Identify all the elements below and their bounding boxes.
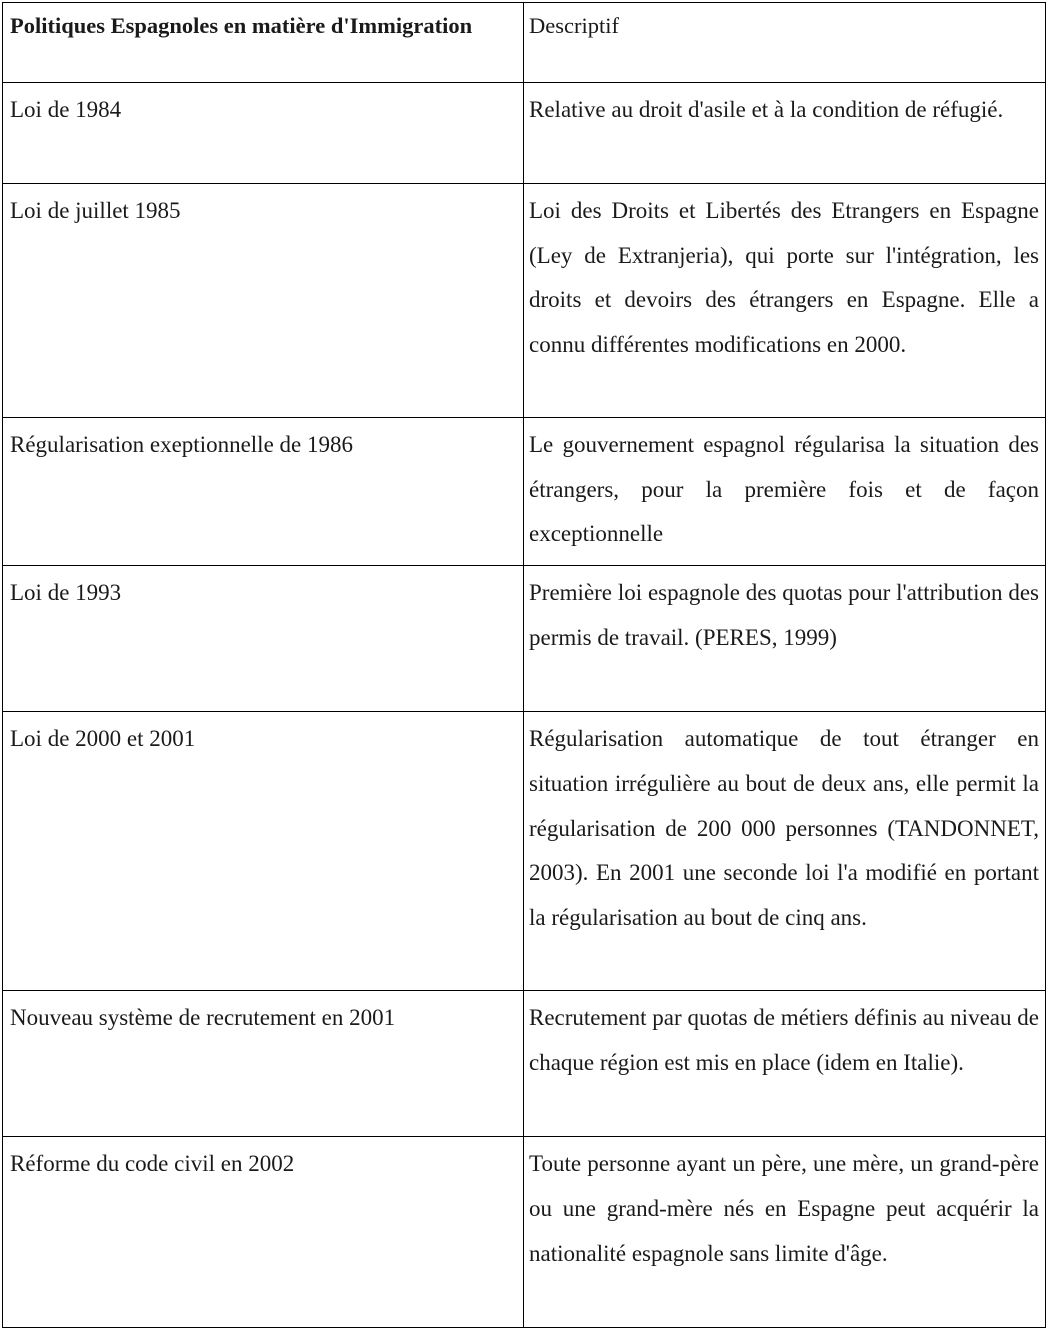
policy-cell: Loi de juillet 1985: [3, 184, 524, 418]
policy-cell: Régularisation exeptionnelle de 1986: [3, 418, 524, 566]
immigration-policies-table: [2, 2, 1046, 1328]
table-row: [3, 184, 1046, 418]
description-cell: Régularisation automatique de tout étranger en situation irrégulière au bout de deux ans, elle permit la régularisation de 200 000 personnes (TANDONNET, 2003). En 2001 une seconde loi l'a modifié en portant la régularisation au bout de cinq ans.: [524, 712, 1046, 991]
table-row: [3, 83, 1046, 184]
policy-cell: Loi de 1993: [3, 566, 524, 712]
description-cell: Le gouvernement espagnol régularisa la situation des étrangers, pour la première fois et de façon exceptionnelle: [524, 418, 1046, 566]
header-description: Descriptif: [524, 3, 1046, 83]
table-row: [3, 418, 1046, 566]
policy-cell: Réforme du code civil en 2002: [3, 1137, 524, 1328]
policy-cell: Nouveau système de recrutement en 2001: [3, 991, 524, 1137]
table-row: [3, 991, 1046, 1137]
description-cell: Loi des Droits et Libertés des Etrangers en Espagne (Ley de Extranjeria), qui porte sur l'intégration, les droits et devoirs des étrangers en Espagne. Elle a connu différentes modifications en 2000.: [524, 184, 1046, 418]
description-cell: Recrutement par quotas de métiers définis au niveau de chaque région est mis en place (idem en Italie).: [524, 991, 1046, 1137]
table-row: [3, 1137, 1046, 1328]
table-row: [3, 712, 1046, 991]
table-header-row: [3, 3, 1046, 83]
description-cell: Relative au droit d'asile et à la condition de réfugié.: [524, 83, 1046, 184]
header-policies: Politiques Espagnoles en matière d'Immigration: [3, 3, 524, 83]
policy-cell: Loi de 2000 et 2001: [3, 712, 524, 991]
description-cell: Première loi espagnole des quotas pour l'attribution des permis de travail. (PERES, 1999): [524, 566, 1046, 712]
table-row: [3, 566, 1046, 712]
description-cell: Toute personne ayant un père, une mère, un grand-père ou une grand-mère nés en Espagne peut acquérir la nationalité espagnole sans limite d'âge.: [524, 1137, 1046, 1328]
policy-cell: Loi de 1984: [3, 83, 524, 184]
